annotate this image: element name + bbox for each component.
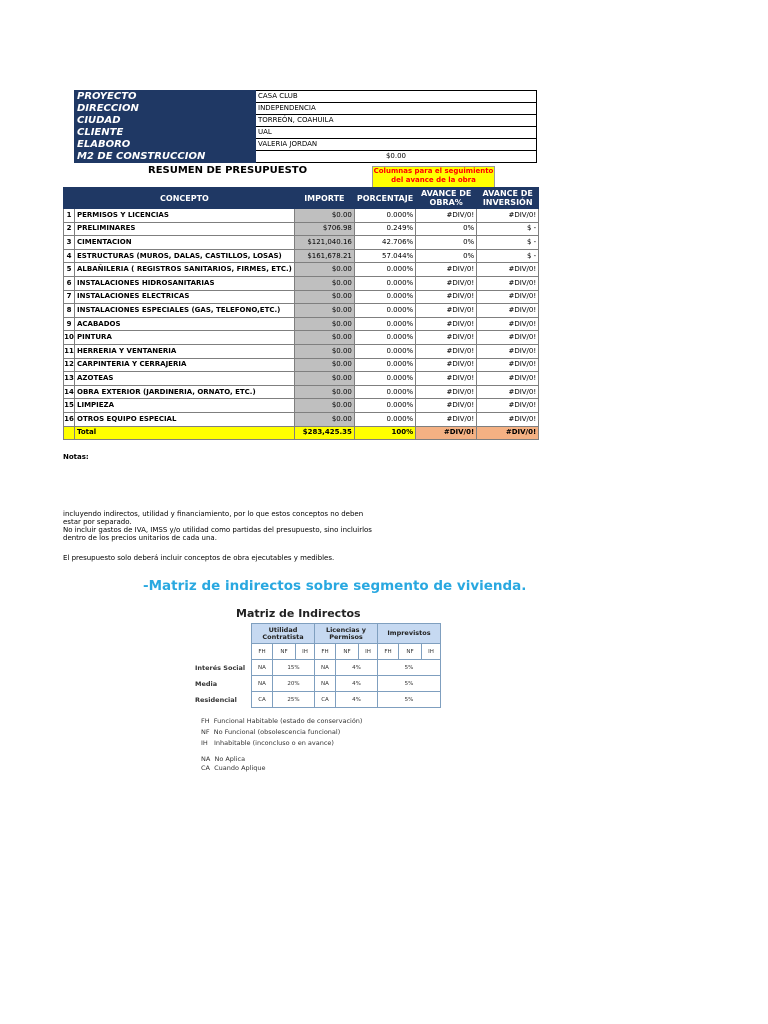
indirect-matrix-image [129, 570, 527, 776]
row-importe[interactable]: $0.00 [294, 385, 354, 399]
row-concepto: PRELIMINARES [75, 222, 295, 236]
row-importe[interactable]: $0.00 [294, 317, 354, 331]
budget-body [64, 209, 539, 440]
row-importe[interactable]: $0.00 [294, 290, 354, 304]
budget-row [64, 209, 539, 223]
matrix-row [195, 676, 441, 692]
budget-row [64, 249, 539, 263]
header-avance-inversion: AVANCE DE INVERSIÓN [477, 188, 539, 209]
row-avance-obra[interactable]: #DIV/0! [416, 290, 477, 304]
row-concepto: INSTALACIONES ELECTRICAS [75, 290, 295, 304]
row-porcentaje: 0.000% [354, 331, 415, 345]
row-concepto: ACABADOS [75, 317, 295, 331]
info-value[interactable]: INDEPENDENCIA [256, 103, 537, 115]
info-label: ELABORO [75, 139, 256, 151]
info-label: DIRECCION [75, 103, 256, 115]
budget-row [64, 290, 539, 304]
row-concepto: ALBAÑILERIA ( REGISTROS SANITARIOS, FIRMES, ETC.) [75, 263, 295, 277]
row-avance-inversion[interactable]: #DIV/0! [477, 372, 539, 386]
budget-row [64, 304, 539, 318]
row-number: 12 [64, 358, 75, 372]
info-label: M2 DE CONSTRUCCION [75, 151, 256, 163]
info-value[interactable]: UAL [256, 127, 537, 139]
budget-row [64, 236, 539, 250]
row-porcentaje: 0.000% [354, 263, 415, 277]
notes-label: Notas: [63, 453, 89, 461]
row-avance-obra[interactable]: #DIV/0! [416, 399, 477, 413]
matrix-cell: NA [315, 660, 336, 676]
row-porcentaje: 0.000% [354, 317, 415, 331]
matrix-cell: 5% [378, 676, 441, 692]
row-number: 4 [64, 249, 75, 263]
matrix-cell: 4% [336, 692, 378, 708]
row-avance-obra[interactable]: #DIV/0! [416, 358, 477, 372]
matrix-cell: 25% [273, 692, 315, 708]
row-avance-inversion[interactable]: #DIV/0! [477, 263, 539, 277]
budget-row [64, 344, 539, 358]
matrix-title: Matriz de Indirectos [236, 607, 361, 620]
total-importe: $283,425.35 [294, 426, 354, 440]
matrix-subcol: IH [296, 644, 315, 660]
row-porcentaje: 0.000% [354, 276, 415, 290]
row-importe[interactable]: $0.00 [294, 344, 354, 358]
legend-ca: CA Cuando Aplique [201, 764, 266, 772]
info-row-ciudad [75, 115, 537, 127]
row-number: 13 [64, 372, 75, 386]
matrix-subcol: FH [252, 644, 273, 660]
total-blank [64, 426, 75, 440]
row-number: 11 [64, 344, 75, 358]
row-concepto: AZOTEAS [75, 372, 295, 386]
budget-total-row [64, 426, 539, 440]
row-porcentaje: 0.000% [354, 290, 415, 304]
matrix-subcol: NF [336, 644, 359, 660]
row-porcentaje: 0.000% [354, 209, 415, 223]
matrix-group: Utilidad Contratista [252, 624, 315, 644]
matrix-heading: -Matriz de indirectos sobre segmento de vivienda. [143, 578, 527, 594]
row-avance-inversion[interactable]: #DIV/0! [477, 276, 539, 290]
row-number: 10 [64, 331, 75, 345]
row-number: 6 [64, 276, 75, 290]
summary-title: RESUMEN DE PRESUPUESTO [148, 165, 308, 176]
note-3: El presupuesto solo deberá incluir conceptos de obra ejecutables y medibles. [63, 554, 335, 562]
row-concepto: OTROS EQUIPO ESPECIAL [75, 412, 295, 426]
row-avance-inversion[interactable]: $ - [477, 222, 539, 236]
legend-fh: FH Funcional Habitable (estado de conservación) [201, 717, 363, 725]
row-porcentaje: 0.000% [354, 399, 415, 413]
row-avance-inversion[interactable]: #DIV/0! [477, 344, 539, 358]
matrix-subcol: NF [273, 644, 296, 660]
row-number: 7 [64, 290, 75, 304]
row-number: 2 [64, 222, 75, 236]
info-label: CLIENTE [75, 127, 256, 139]
row-avance-obra[interactable]: #DIV/0! [416, 331, 477, 345]
matrix-table [195, 623, 441, 708]
row-porcentaje: 0.000% [354, 385, 415, 399]
row-avance-obra[interactable]: 0% [416, 222, 477, 236]
budget-row [64, 412, 539, 426]
row-avance-obra[interactable]: #DIV/0! [416, 317, 477, 331]
row-avance-obra[interactable]: #DIV/0! [416, 276, 477, 290]
row-concepto: LIMPIEZA [75, 399, 295, 413]
matrix-cell: 4% [336, 660, 378, 676]
matrix-cell: 15% [273, 660, 315, 676]
matrix-group: Imprevistos [378, 624, 441, 644]
matrix-subcol: IH [422, 644, 441, 660]
row-number: 3 [64, 236, 75, 250]
note-1: incluyendo indirectos, utilidad y financiamiento, por lo que estos conceptos no deben estar por separado. [63, 510, 364, 526]
row-porcentaje: 0.000% [354, 372, 415, 386]
budget-row [64, 358, 539, 372]
matrix-subcol: FH [315, 644, 336, 660]
info-row-proyecto [75, 91, 537, 103]
header-num [64, 188, 75, 209]
info-value[interactable]: TORREÓN, COAHUILA [256, 115, 537, 127]
row-avance-inversion[interactable]: #DIV/0! [477, 399, 539, 413]
row-importe[interactable]: $0.00 [294, 399, 354, 413]
matrix-cell: NA [252, 660, 273, 676]
row-concepto: ESTRUCTURAS (MUROS, DALAS, CASTILLOS, LOSAS) [75, 249, 295, 263]
matrix-subcol: IH [359, 644, 378, 660]
budget-table [63, 187, 539, 440]
row-avance-obra[interactable]: 0% [416, 249, 477, 263]
total-avance-obra: #DIV/0! [416, 426, 477, 440]
row-importe[interactable]: $0.00 [294, 276, 354, 290]
row-importe[interactable]: $161,678.21 [294, 249, 354, 263]
row-avance-obra[interactable]: #DIV/0! [416, 263, 477, 277]
header-avance-obra: AVANCE DE OBRA% [416, 188, 477, 209]
row-porcentaje: 0.000% [354, 304, 415, 318]
total-avance-inversion: #DIV/0! [477, 426, 539, 440]
row-porcentaje: 0.249% [354, 222, 415, 236]
row-importe[interactable]: $0.00 [294, 372, 354, 386]
info-value[interactable]: $0.00 [256, 151, 537, 163]
matrix-group: Licencias y Permisos [315, 624, 378, 644]
row-number: 8 [64, 304, 75, 318]
info-label: PROYECTO [75, 91, 256, 103]
row-concepto: OBRA EXTERIOR (JARDINERIA, ORNATO, ETC.) [75, 385, 295, 399]
row-avance-obra[interactable]: #DIV/0! [416, 385, 477, 399]
row-avance-inversion[interactable]: #DIV/0! [477, 385, 539, 399]
row-number: 1 [64, 209, 75, 223]
row-number: 9 [64, 317, 75, 331]
row-importe[interactable]: $0.00 [294, 263, 354, 277]
row-avance-obra[interactable]: #DIV/0! [416, 412, 477, 426]
row-concepto: CARPINTERIA Y CERRAJERIA [75, 358, 295, 372]
matrix-row-label: Media [195, 679, 218, 688]
header-porcentaje: PORCENTAJE [354, 188, 415, 209]
row-concepto: PINTURA [75, 331, 295, 345]
project-info-table [74, 90, 537, 163]
total-label: Total [75, 426, 295, 440]
row-avance-obra[interactable]: #DIV/0! [416, 372, 477, 386]
budget-header-row [64, 188, 539, 209]
matrix-subcol: NF [399, 644, 422, 660]
row-avance-inversion[interactable]: #DIV/0! [477, 317, 539, 331]
budget-row [64, 222, 539, 236]
matrix-row [195, 660, 441, 676]
note-2: No incluir gastos de IVA, IMSS y/o utilidad como partidas del presupuesto, sino incluirlos dentro de los precios unitarios de cada una. [63, 526, 372, 542]
budget-row [64, 276, 539, 290]
matrix-cell: NA [252, 676, 273, 692]
matrix-cell: 5% [378, 660, 441, 676]
budget-row [64, 385, 539, 399]
header-concepto: CONCEPTO [75, 188, 295, 209]
row-number: 5 [64, 263, 75, 277]
row-avance-obra[interactable]: 0% [416, 236, 477, 250]
matrix-subcol: FH [378, 644, 399, 660]
row-avance-inversion[interactable]: $ - [477, 249, 539, 263]
row-avance-obra[interactable]: #DIV/0! [416, 304, 477, 318]
row-concepto: INSTALACIONES ESPECIALES (GAS, TELEFONO,ETC.) [75, 304, 295, 318]
row-porcentaje: 0.000% [354, 358, 415, 372]
row-number: 15 [64, 399, 75, 413]
info-row-elaboro [75, 139, 537, 151]
row-number: 16 [64, 412, 75, 426]
row-importe[interactable]: $0.00 [294, 331, 354, 345]
matrix-row-label: Residencial [195, 695, 237, 704]
row-porcentaje: 0.000% [354, 412, 415, 426]
row-avance-inversion[interactable]: #DIV/0! [477, 290, 539, 304]
matrix-cell: NA [315, 676, 336, 692]
row-porcentaje: 0.000% [354, 344, 415, 358]
row-porcentaje: 42.706% [354, 236, 415, 250]
matrix-cell: 5% [378, 692, 441, 708]
legend-na: NA No Aplica [201, 755, 246, 763]
info-row-cliente [75, 127, 537, 139]
row-concepto: PERMISOS Y LICENCIAS [75, 209, 295, 223]
row-avance-obra[interactable]: #DIV/0! [416, 209, 477, 223]
row-avance-inversion[interactable]: #DIV/0! [477, 331, 539, 345]
row-concepto: INSTALACIONES HIDROSANITARIAS [75, 276, 295, 290]
row-importe[interactable]: $0.00 [294, 304, 354, 318]
row-concepto: CIMENTACION [75, 236, 295, 250]
row-avance-obra[interactable]: #DIV/0! [416, 344, 477, 358]
row-porcentaje: 57.044% [354, 249, 415, 263]
budget-row [64, 372, 539, 386]
row-avance-inversion[interactable]: #DIV/0! [477, 209, 539, 223]
matrix-cell: 4% [336, 676, 378, 692]
budget-row [64, 399, 539, 413]
info-label: CIUDAD [75, 115, 256, 127]
budget-row [64, 317, 539, 331]
info-value[interactable]: CASA CLUB [256, 91, 537, 103]
row-avance-inversion[interactable]: $ - [477, 236, 539, 250]
row-number: 14 [64, 385, 75, 399]
row-importe[interactable]: $706.98 [294, 222, 354, 236]
row-concepto: HERRERIA Y VENTANERIA [75, 344, 295, 358]
row-avance-inversion[interactable]: #DIV/0! [477, 358, 539, 372]
row-importe[interactable]: $0.00 [294, 209, 354, 223]
budget-row [64, 263, 539, 277]
matrix-cell: CA [252, 692, 273, 708]
matrix-cell: 20% [273, 676, 315, 692]
row-avance-inversion[interactable]: #DIV/0! [477, 412, 539, 426]
info-row-direccion [75, 103, 537, 115]
info-row-m2 [75, 151, 537, 163]
legend-nf: NF No Funcional (obsolescencia funcional) [201, 728, 341, 736]
tracking-note: Columnas para el seguimiento del avance de la obra [372, 166, 495, 189]
total-porcentaje: 100% [354, 426, 415, 440]
header-importe: IMPORTE [294, 188, 354, 209]
row-importe[interactable]: $0.00 [294, 358, 354, 372]
legend-ih: IH Inhabitable (inconcluso o en avance) [201, 739, 334, 747]
budget-row [64, 331, 539, 345]
row-importe[interactable]: $0.00 [294, 412, 354, 426]
row-importe[interactable]: $121,040.16 [294, 236, 354, 250]
matrix-row [195, 692, 441, 708]
info-value[interactable]: VALERIA JORDAN [256, 139, 537, 151]
matrix-cell: CA [315, 692, 336, 708]
row-avance-inversion[interactable]: #DIV/0! [477, 304, 539, 318]
matrix-row-label: Interés Social [195, 663, 246, 672]
